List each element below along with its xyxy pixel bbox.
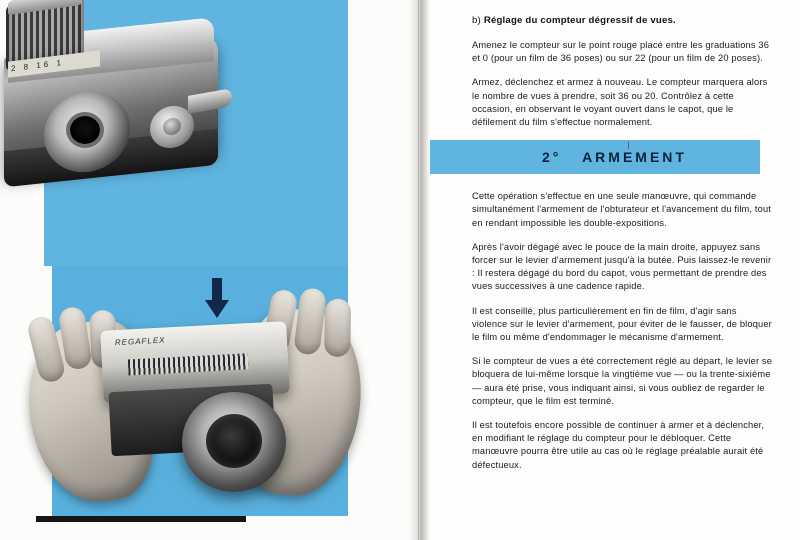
camera-front-grill xyxy=(128,353,249,375)
camera-lens xyxy=(182,392,286,492)
page-fold-line xyxy=(418,0,419,540)
paragraph: Armez, déclenchez et armez à nouveau. Le compteur marquera alors le nombre de vues à prendre, soit 36 ou 20. Contrôlez à cette occasion, en observant le voyant ouvert dans le capot, que le défilement du film s'effectue normalement. xyxy=(472,77,768,128)
section-title: ARMEMENT xyxy=(582,149,687,166)
subsection-heading xyxy=(472,14,774,27)
section-banner-text xyxy=(542,149,687,165)
banner-tick-mark xyxy=(628,142,629,149)
camera-top-photo xyxy=(0,0,232,210)
paragraph: Après l'avoir dégagé avec le pouce de la main droite, appuyez sans forcer sur le levier d'armement jusqu'à la butée. Puis laissez-le revenir : Il restera dégagé du bord du capot, vous permettant de prendre des vues successives à une cadence rapide. xyxy=(472,241,772,292)
hands-holding-camera-photo xyxy=(96,300,346,520)
subsection-marker: b) xyxy=(472,15,481,26)
paragraph: Il est conseillé, plus particulièrement en fin de film, d'agir sans violence sur le levier d'armement, pour éviter de le fausser, de bloquer le film ou même d'endommager le mécanisme d'armement. xyxy=(472,305,772,343)
page-gutter xyxy=(408,0,430,540)
subsection-title: Réglage du compteur dégressif de vues. xyxy=(483,15,676,26)
section-banner xyxy=(430,140,760,174)
camera-brand-label: REGAFLEX xyxy=(114,335,166,348)
paragraph: Si le compteur de vues a été correctement réglé au départ, le levier se bloquera de lui-même lorsque la vingtième vue — ou la trente-sixième — aura été prise, vous indiquant ainsi, si vous oubliez de regarder le compteur, que le film est terminé. xyxy=(472,356,773,406)
section-number: 2° xyxy=(542,149,562,166)
paragraph: Amenez le compteur sur le point rouge placé entre les graduations 36 et 0 (pour un film de 36 poses) ou sur 22 (pour un film de 20 poses). xyxy=(472,40,770,64)
right-page-text xyxy=(430,0,800,540)
paragraph: Cette opération s'effectue en une seule manœuvre, qui commande simultanément l'armement de l'obturateur et l'avancement du film, tout en rendant impossible les double-expositions. xyxy=(472,191,772,228)
white-margin-right xyxy=(348,0,416,540)
black-bar-decoration xyxy=(36,516,246,522)
paragraph: Il est toutefois encore possible de continuer à armer et à déclencher, en modifiant le réglage du compteur pour le débloquer. Cette manœuvre pourra être utile au cas où le réglage préalable aurait été défectueux. xyxy=(472,420,765,470)
frame-counter-numbers: 2 8 16 1 xyxy=(8,50,100,77)
finger xyxy=(324,299,351,357)
lens-aperture-hole xyxy=(70,116,100,144)
